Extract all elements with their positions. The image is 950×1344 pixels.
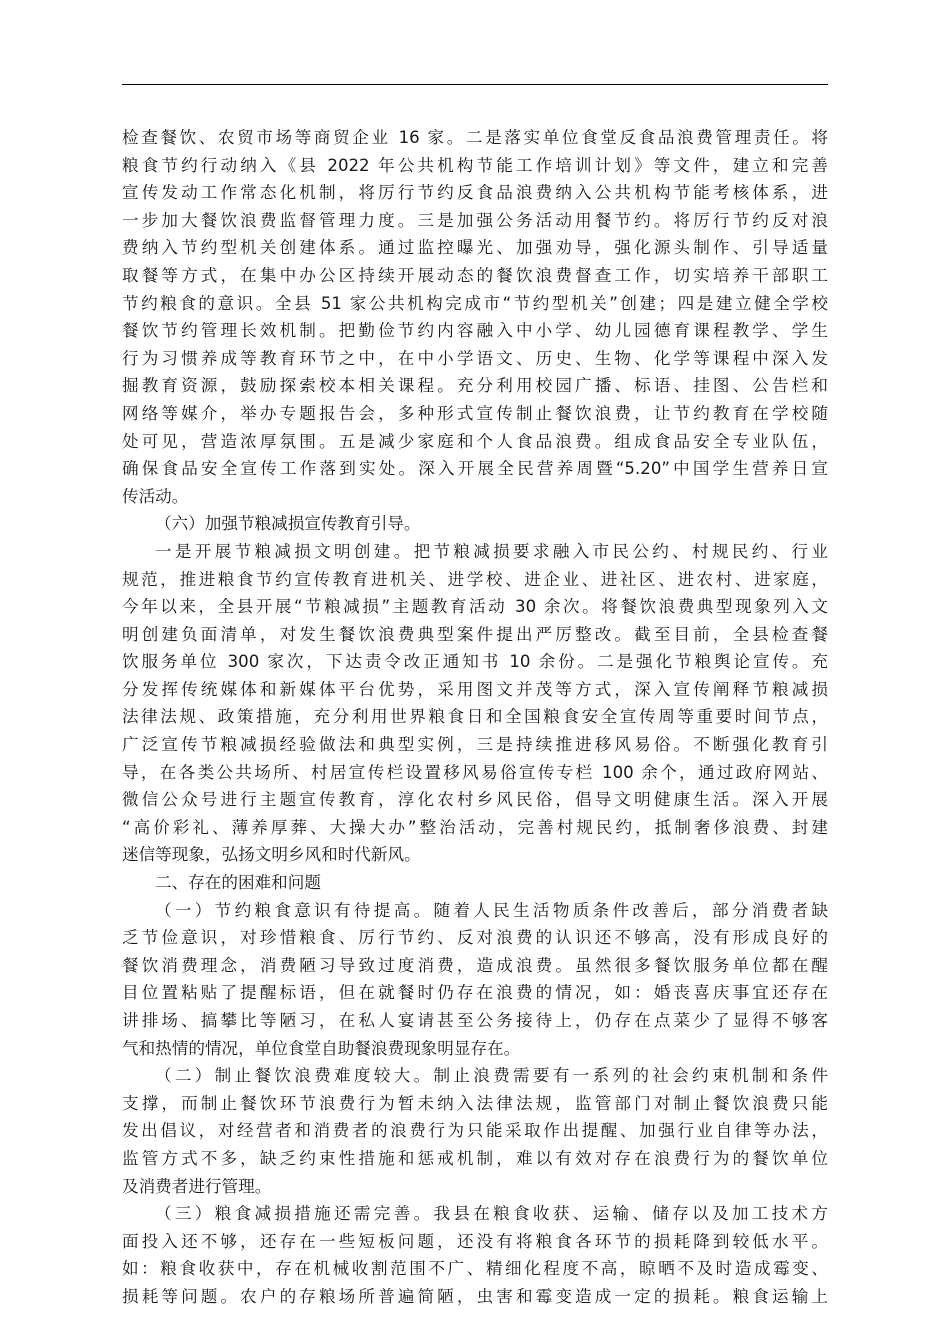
text-line: 分发挥传统媒体和新媒体平台优势，采用图文并茂等方式，深入宣传阐释节粮减损	[122, 679, 828, 699]
text-line: 行为习惯养成等教育环节之中，在中小学语文、历史、生物、化学等课程中深入发	[122, 348, 828, 368]
text-line: 餐饮节约管理长效机制。把勤俭节约内容融入中小学、幼儿园德育课程教学、学生	[122, 321, 828, 341]
text-line: 一步加大餐饮浪费监督管理力度。三是加强公务活动用餐节约。将厉行节约反对浪	[122, 210, 828, 230]
text-line: 明创建负面清单，对发生餐饮浪费典型案件提出严厉整改。截至目前，全县检查餐	[122, 624, 828, 644]
text-line: 导，在各类公共场所、村居宣传栏设置移风易俗宣传专栏 100 余个，通过政府网站、	[122, 762, 828, 782]
text-line: （二）制止餐饮浪费难度较大。制止浪费需要有一系列的社会约束机制和条件	[155, 1066, 828, 1086]
text-line: 餐饮消费理念，消费陋习导致过度消费，造成浪费。虽然很多餐饮服务单位都在醒	[122, 955, 828, 975]
text-line: 宣传发动工作常态化机制，将厉行节约反食品浪费纳入公共机构节能考核体系，进	[122, 183, 828, 203]
document-body	[122, 124, 828, 1311]
text-line: 检查餐饮、农贸市场等商贸企业 16 家。二是落实单位食堂反食品浪费管理责任。将	[122, 128, 828, 147]
text-line: 今年以来，全县开展“节粮减损”主题教育活动 30 余次。将餐饮浪费典型现象列入文	[122, 597, 828, 617]
text-line: 气和热情的情况，单位食堂自助餐浪费现象明显存在。	[122, 1038, 521, 1058]
text-line: 费纳入节约型机关创建体系。通过监控曝光、加强劝导，强化源头制作、引导适量	[122, 238, 828, 258]
section-heading: （六）加强节粮减损宣传教育引导。	[155, 514, 421, 534]
text-line: 规范，推进粮食节约宣传教育进机关、进学校、进企业、进社区、进农村、进家庭，	[122, 569, 828, 589]
text-line: 粮食节约行动纳入《县 2022 年公共机构节能工作培训计划》等文件，建立和完善	[122, 155, 828, 175]
text-line: 广泛宣传节粮减损经验做法和典型实例，三是持续推进移风易俗。不断强化教育引	[122, 735, 828, 755]
text-line: “高价彩礼、薄养厚葬、大操大办”整治活动，完善村规民约，抵制奢侈浪费、封建	[122, 817, 828, 837]
text-line: （一）节约粮食意识有待提高。随着人民生活物质条件改善后，部分消费者缺	[155, 900, 828, 920]
text-line: 传活动。	[122, 486, 189, 506]
text-line: 面投入还不够，还存在一些短板问题，还没有将粮食各环节的损耗降到较低水平。	[122, 1231, 828, 1251]
text-line: 处可见，营造浓厚氛围。五是减少家庭和个人食品浪费。组成食品安全专业队伍，	[122, 431, 828, 451]
text-line: 讲排场、搞攀比等陋习，在私人宴请甚至公务接待上，仍存在点菜少了显得不够客	[122, 1011, 828, 1030]
text-line: 一是开展节粮减损文明创建。把节粮减损要求融入市民公约、村规民约、行业	[155, 541, 828, 561]
text-line: 乏节俭意识，对珍惜粮食、厉行节约、反对浪费的认识还不够高，没有形成良好的	[122, 928, 828, 948]
text-line: 迷信等现象，弘扬文明乡风和时代新风。	[122, 845, 421, 865]
text-line: 微信公众号进行主题宣传教育，淳化农村乡风民俗，倡导文明健康生活。深入开展	[122, 790, 828, 810]
text-line: 目位置粘贴了提醒标语，但在就餐时仍存在浪费的情况，如：婚丧喜庆事宜还存在	[122, 983, 828, 1003]
text-line: 掘教育资源，鼓励探索校本相关课程。充分利用校园广播、标语、挂图、公告栏和	[122, 376, 828, 396]
text-line: 网络等媒介，举办专题报告会，多种形式宣传制止餐饮浪费，让节约教育在学校随	[122, 403, 828, 423]
text-line: （三）粮食减损措施还需完善。我县在粮食收获、运输、储存以及加工技术方	[155, 1204, 828, 1224]
text-line: 确保食品安全宣传工作落到实处。深入开展全民营养周暨“5.20”中国学生营养日宣	[122, 459, 828, 479]
text-line: 饮服务单位 300 家次，下达责令改正通知书 10 余份。二是强化节粮舆论宣传。充	[122, 652, 828, 672]
text-line: 及消费者进行管理。	[122, 1176, 272, 1196]
text-line: 节约粮食的意识。全县 51 家公共机构完成市“节约型机关”创建；四是建立健全学校	[122, 293, 828, 313]
text-line: 发出倡议，对经营者和消费者的浪费行为只能采取作出提醒、加强行业自律等办法，	[122, 1121, 828, 1141]
text-line: 损耗等问题。农户的存粮场所普遍简陋，虫害和霉变造成一定的损耗。粮食运输上	[122, 1286, 828, 1306]
text-line: 如：粮食收获中，存在机械收割范围不广、精细化程度不高，晾晒不及时造成霉变、	[122, 1259, 828, 1279]
text-line: 支撑，而制止餐饮环节浪费行为暂未纳入法律法规，监管部门对制止餐饮浪费只能	[122, 1093, 828, 1113]
header-rule	[122, 84, 828, 85]
text-line: 监管方式不多，缺乏约束性措施和惩戒机制，难以有效对存在浪费行为的餐饮单位	[122, 1148, 828, 1168]
text-line: 取餐等方式，在集中办公区持续开展动态的餐饮浪费督查工作，切实培养干部职工	[122, 265, 828, 285]
section-heading: 二、存在的困难和问题	[155, 873, 321, 893]
text-line: 法律法规、政策措施，充分利用世界粮食日和全国粮食安全宣传周等重要时间节点，	[122, 707, 828, 727]
